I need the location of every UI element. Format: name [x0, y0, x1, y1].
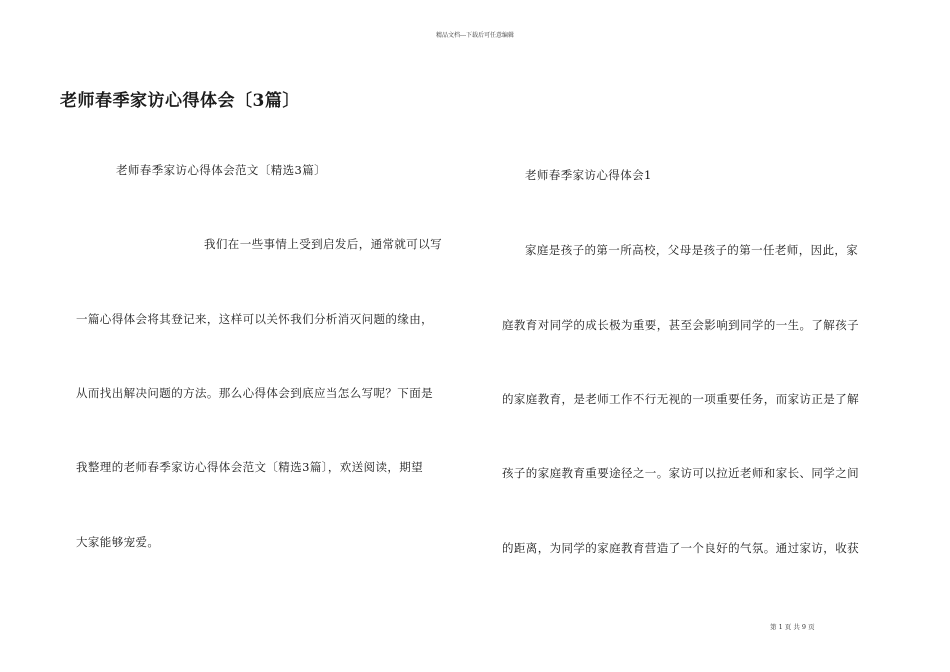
paragraph-line: 孩子的家庭教育重要途径之一。家访可以拉近老师和家长、同学之间 — [502, 466, 859, 480]
paragraph-line: 从而找出解决问题的方法。那么心得体会到底应当怎么写呢？下面是 — [76, 386, 433, 400]
paragraph-line: 我们在一些事情上受到启发后，通常就可以写 — [204, 237, 442, 251]
page-header: 精品文档---下载后可任意编辑 — [435, 32, 515, 39]
subtitle-line: 老师春季家访心得体会范文〔精选3篇〕 — [116, 163, 327, 177]
section-heading: 老师春季家访心得体会1 — [525, 168, 652, 182]
paragraph-line: 一篇心得体会将其登记来，这样可以关怀我们分析消灭问题的缘由， — [76, 312, 433, 326]
paragraph-line: 大家能够宠爱。 — [76, 535, 160, 549]
paragraph-line: 的家庭教育，是老师工作不行无视的一项重要任务，而家访正是了解 — [502, 392, 859, 406]
paragraph-line: 家庭是孩子的第一所高校，父母是孩子的第一任老师，因此，家 — [525, 243, 859, 257]
right-column — [475, 0, 950, 672]
paragraph-line: 我整理的老师春季家访心得体会范文〔精选3篇〕，欢送阅读，期望 — [76, 460, 424, 474]
paragraph-line: 的距离，为同学的家庭教育营造了一个良好的气氛。通过家访，收获 — [502, 541, 859, 555]
paragraph-line: 庭教育对同学的成长极为重要，甚至会影响到同学的一生。了解孩子 — [502, 318, 859, 332]
page-number-footer: 第 1 页 共 9 页 — [770, 623, 815, 631]
document-title: 老师春季家访心得体会〔3篇〕 — [60, 91, 300, 111]
